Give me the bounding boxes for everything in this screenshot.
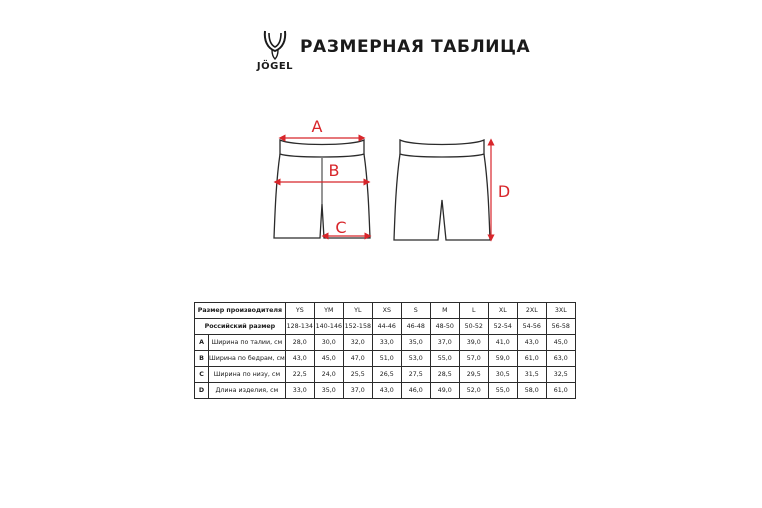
measurement-value: 49,0 <box>430 383 459 399</box>
maker-size-label: Размер производителя <box>195 303 286 319</box>
dimension-c-label: C <box>335 218 347 237</box>
jogel-emblem-icon <box>262 30 288 60</box>
table-header-row <box>195 303 576 319</box>
measurement-value: 46,0 <box>401 383 430 399</box>
measurement-value: 43,0 <box>285 351 314 367</box>
brand-name: JÖGEL <box>256 61 294 72</box>
measurement-value: 55,0 <box>430 351 459 367</box>
measurement-value: 55,0 <box>488 383 517 399</box>
maker-size-cell: 3XL <box>546 303 575 319</box>
russian-size-cell: 140-146 <box>314 319 343 335</box>
measurement-value: 45,0 <box>314 351 343 367</box>
size-table <box>194 302 576 399</box>
measurement-value: 43,0 <box>517 335 546 351</box>
measurement-value: 28,0 <box>285 335 314 351</box>
measurement-value: 63,0 <box>546 351 575 367</box>
page-title: РАЗМЕРНАЯ ТАБЛИЦА <box>300 37 531 57</box>
measurement-value: 33,0 <box>372 335 401 351</box>
maker-size-cell: YL <box>343 303 372 319</box>
russian-size-cell: 56-58 <box>546 319 575 335</box>
brand-logo <box>256 30 294 74</box>
russian-size-cell: 152-158 <box>343 319 372 335</box>
measurement-value: 32,0 <box>343 335 372 351</box>
measurement-value: 37,0 <box>430 335 459 351</box>
measurement-letter: B <box>195 351 209 367</box>
russian-size-cell: 54-56 <box>517 319 546 335</box>
measurement-value: 24,0 <box>314 367 343 383</box>
measurement-value: 45,0 <box>546 335 575 351</box>
measurement-value: 59,0 <box>488 351 517 367</box>
measurement-value: 37,0 <box>343 383 372 399</box>
measurement-value: 43,0 <box>372 383 401 399</box>
measurement-value: 30,5 <box>488 367 517 383</box>
measurement-value: 32,5 <box>546 367 575 383</box>
measurement-value: 57,0 <box>459 351 488 367</box>
maker-size-cell: XL <box>488 303 517 319</box>
russian-size-cell: 50-52 <box>459 319 488 335</box>
measurement-value: 28,5 <box>430 367 459 383</box>
measurement-value: 29,5 <box>459 367 488 383</box>
measurement-value: 61,0 <box>517 351 546 367</box>
shorts-back-view <box>394 140 510 240</box>
measurement-value: 22,5 <box>285 367 314 383</box>
dimension-b-label: B <box>328 161 340 180</box>
maker-size-cell: YS <box>285 303 314 319</box>
measurement-value: 27,5 <box>401 367 430 383</box>
measurement-name: Длина изделия, см <box>209 383 286 399</box>
maker-size-cell: L <box>459 303 488 319</box>
maker-size-cell: YM <box>314 303 343 319</box>
measurement-value: 61,0 <box>546 383 575 399</box>
measurement-letter: A <box>195 335 209 351</box>
maker-size-cell: S <box>401 303 430 319</box>
measurement-letter: C <box>195 367 209 383</box>
table-header-row <box>195 319 576 335</box>
measurement-value: 31,5 <box>517 367 546 383</box>
table-row <box>195 367 576 383</box>
maker-size-cell: XS <box>372 303 401 319</box>
dimension-d-label: D <box>497 182 511 201</box>
measurement-value: 52,0 <box>459 383 488 399</box>
table-row <box>195 383 576 399</box>
measurement-name: Ширина по бедрам, см <box>209 351 286 367</box>
dimension-a-label: A <box>311 117 323 136</box>
russian-size-cell: 128-134 <box>285 319 314 335</box>
shorts-diagram <box>262 112 518 246</box>
maker-size-cell: 2XL <box>517 303 546 319</box>
maker-size-cell: M <box>430 303 459 319</box>
measurement-value: 41,0 <box>488 335 517 351</box>
measurement-value: 35,0 <box>401 335 430 351</box>
shorts-front-view <box>274 117 370 238</box>
measurement-value: 25,5 <box>343 367 372 383</box>
table-row <box>195 351 576 367</box>
measurement-value: 39,0 <box>459 335 488 351</box>
measurement-value: 26,5 <box>372 367 401 383</box>
russian-size-cell: 48-50 <box>430 319 459 335</box>
measurement-name: Ширина по низу, см <box>209 367 286 383</box>
measurement-value: 51,0 <box>372 351 401 367</box>
measurement-name: Ширина по талии, см <box>209 335 286 351</box>
table-row <box>195 335 576 351</box>
measurement-value: 47,0 <box>343 351 372 367</box>
russian-size-label: Российский размер <box>195 319 286 335</box>
measurement-letter: D <box>195 383 209 399</box>
size-table-body <box>195 303 576 399</box>
russian-size-cell: 46-48 <box>401 319 430 335</box>
measurement-value: 35,0 <box>314 383 343 399</box>
measurement-value: 53,0 <box>401 351 430 367</box>
measurement-value: 30,0 <box>314 335 343 351</box>
russian-size-cell: 44-46 <box>372 319 401 335</box>
measurement-value: 58,0 <box>517 383 546 399</box>
header <box>256 30 556 74</box>
measurement-value: 33,0 <box>285 383 314 399</box>
russian-size-cell: 52-54 <box>488 319 517 335</box>
